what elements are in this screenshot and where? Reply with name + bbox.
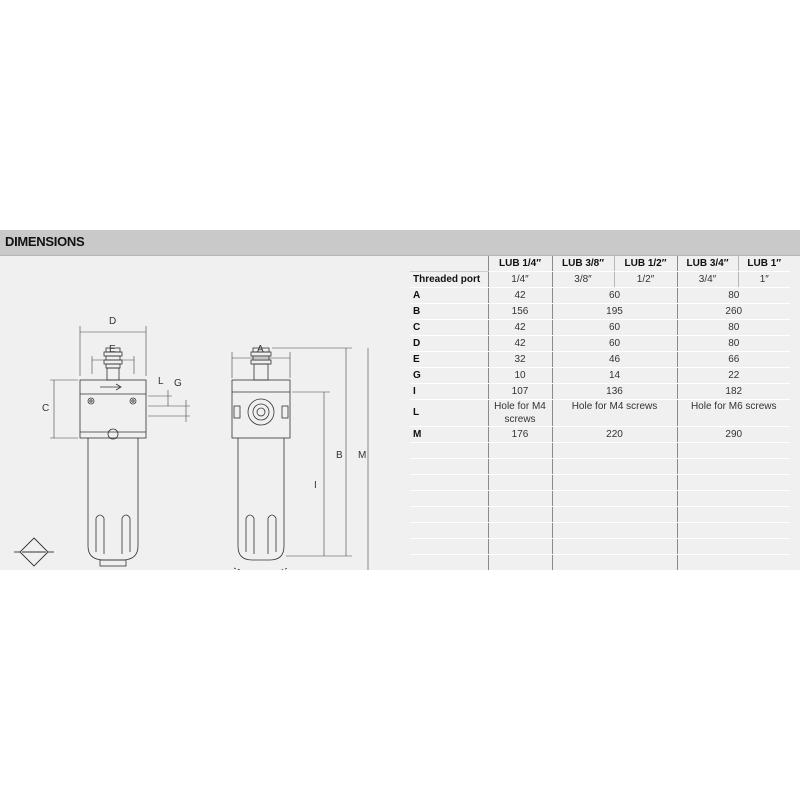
dimensions-table bbox=[410, 256, 790, 571]
row-label: Threaded port bbox=[410, 272, 488, 288]
section-header bbox=[0, 230, 800, 256]
header-model: LUB 3/8″ bbox=[552, 256, 614, 272]
row-label: L bbox=[410, 400, 488, 427]
header-model: LUB 1/2″ bbox=[614, 256, 677, 272]
cell-value: 182 bbox=[677, 384, 790, 400]
cell-value: 176 bbox=[488, 427, 552, 443]
cell-value: 136 bbox=[552, 384, 677, 400]
side-view bbox=[232, 348, 290, 570]
header-model: LUB 1/4″ bbox=[488, 256, 552, 272]
row-label: E bbox=[410, 352, 488, 368]
cell-value: 3/8″ bbox=[552, 272, 614, 288]
table-row bbox=[410, 352, 790, 368]
front-view bbox=[80, 348, 146, 566]
cell-value: 42 bbox=[488, 320, 552, 336]
cell-value: 1/4″ bbox=[488, 272, 552, 288]
cell-value: 80 bbox=[677, 288, 790, 304]
cell-value: 260 bbox=[677, 304, 790, 320]
dim-label-g: G bbox=[174, 378, 182, 389]
cell-value: 46 bbox=[552, 352, 677, 368]
cell-value: 3/4″ bbox=[677, 272, 738, 288]
cell-value: 32 bbox=[488, 352, 552, 368]
cell-value: Hole for M4 screws bbox=[488, 400, 552, 427]
header-model: LUB 3/4″ bbox=[677, 256, 738, 272]
dim-label-l: L bbox=[158, 376, 164, 387]
table-row-empty bbox=[410, 539, 790, 555]
header-model: LUB 1″ bbox=[738, 256, 790, 272]
technical-drawing bbox=[0, 256, 400, 570]
cell-value: 60 bbox=[552, 320, 677, 336]
cell-value: 290 bbox=[677, 427, 790, 443]
table-row bbox=[410, 427, 790, 443]
row-label: C bbox=[410, 320, 488, 336]
table-row bbox=[410, 272, 790, 288]
row-label: D bbox=[410, 336, 488, 352]
lubricator-symbol bbox=[14, 538, 54, 566]
row-label: B bbox=[410, 304, 488, 320]
table-row bbox=[410, 320, 790, 336]
cell-value: 1/2″ bbox=[614, 272, 677, 288]
table-row-empty bbox=[410, 555, 790, 571]
cell-value: 60 bbox=[552, 336, 677, 352]
table-row bbox=[410, 304, 790, 320]
row-label: G bbox=[410, 368, 488, 384]
cell-value: 42 bbox=[488, 336, 552, 352]
dim-label-c: C bbox=[42, 403, 50, 414]
table-row bbox=[410, 368, 790, 384]
cell-value: 42 bbox=[488, 288, 552, 304]
cell-value: 195 bbox=[552, 304, 677, 320]
dim-label-a: A bbox=[257, 344, 264, 355]
table-row-empty bbox=[410, 523, 790, 539]
cell-value: 10 bbox=[488, 368, 552, 384]
cell-value: 60 bbox=[552, 288, 677, 304]
table-row-empty bbox=[410, 475, 790, 491]
cell-value: 107 bbox=[488, 384, 552, 400]
cell-value: 1″ bbox=[738, 272, 790, 288]
cell-value: 66 bbox=[677, 352, 790, 368]
cell-value: 14 bbox=[552, 368, 677, 384]
cell-value: Hole for M6 screws bbox=[677, 400, 790, 427]
row-label: I bbox=[410, 384, 488, 400]
table-row-empty bbox=[410, 443, 790, 459]
cell-value: Hole for M4 screws bbox=[552, 400, 677, 427]
row-label: A bbox=[410, 288, 488, 304]
dimensions-sheet bbox=[0, 230, 800, 570]
dim-label-m: M bbox=[358, 450, 367, 461]
table-row bbox=[410, 288, 790, 304]
cell-value: 156 bbox=[488, 304, 552, 320]
table-row bbox=[410, 336, 790, 352]
cell-value: 220 bbox=[552, 427, 677, 443]
dim-label-e: E bbox=[109, 344, 116, 355]
section-title: DIMENSIONS bbox=[5, 234, 85, 249]
table-row bbox=[410, 384, 790, 400]
header-blank bbox=[410, 256, 488, 272]
table-row-empty bbox=[410, 459, 790, 475]
table-row-empty bbox=[410, 507, 790, 523]
dim-label-b: B bbox=[336, 450, 343, 461]
cell-value: 80 bbox=[677, 320, 790, 336]
dim-label-i: I bbox=[314, 480, 317, 491]
cell-value: 80 bbox=[677, 336, 790, 352]
row-label: M bbox=[410, 427, 488, 443]
dim-label-d: D bbox=[109, 316, 117, 327]
table-header-row bbox=[410, 256, 790, 272]
cell-value: 22 bbox=[677, 368, 790, 384]
table-row bbox=[410, 400, 790, 427]
table-row-empty bbox=[410, 491, 790, 507]
